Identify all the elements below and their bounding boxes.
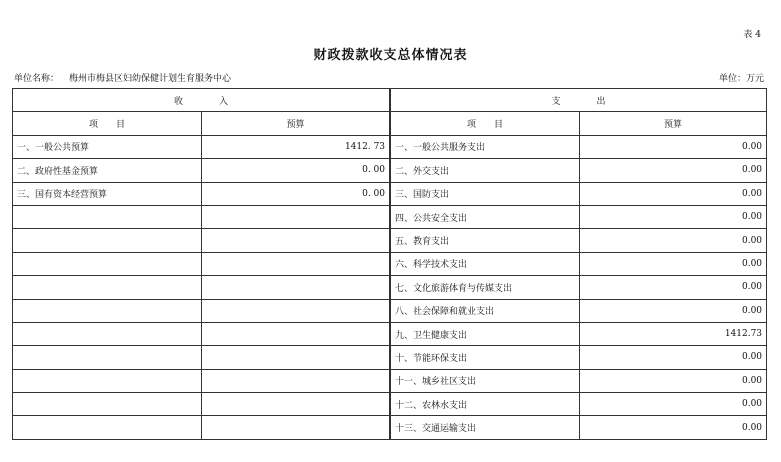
table-row [13, 159, 767, 182]
expense-budget-cell: 0.00 [580, 369, 767, 392]
income-section-header: 收 入 [13, 89, 390, 112]
income-item-cell [13, 322, 202, 345]
expense-budget-cell: 0.00 [580, 205, 767, 228]
unit-name-value: 梅州市梅县区妇幼保健计划生育服务中心 [69, 74, 232, 84]
expense-item-cell: 十一、城乡社区支出 [391, 369, 580, 392]
income-item-cell: 一、一般公共预算 [13, 135, 202, 158]
income-item-cell [13, 229, 202, 252]
table-row [13, 276, 767, 299]
expense-item-cell: 五、教育支出 [391, 229, 580, 252]
expense-item-cell: 九、卫生健康支出 [391, 322, 580, 345]
table-row [13, 182, 767, 205]
income-item-cell [13, 416, 202, 439]
table-row [13, 416, 767, 439]
income-item-header: 项 目 [13, 112, 202, 135]
expense-budget-cell: 0.00 [580, 299, 767, 322]
expense-item-cell: 六、科学技术支出 [391, 252, 580, 275]
expense-item-cell: 三、国防支出 [391, 182, 580, 205]
expense-item-cell: 二、外交支出 [391, 159, 580, 182]
table-row [13, 205, 767, 228]
table-row [13, 229, 767, 252]
expense-item-cell: 十三、交通运输支出 [391, 416, 580, 439]
income-budget-cell [202, 299, 390, 322]
expense-section-header: 支 出 [391, 89, 767, 112]
expense-item-cell: 一、一般公共服务支出 [391, 135, 580, 158]
expense-budget-cell: 0.00 [580, 229, 767, 252]
income-item-cell [13, 205, 202, 228]
income-item-cell [13, 369, 202, 392]
expense-item-cell: 四、公共安全支出 [391, 205, 580, 228]
income-budget-cell [202, 252, 390, 275]
income-budget-cell: 1412. 73 [202, 135, 390, 158]
money-unit-label: 单位：万元 [718, 74, 764, 84]
table-body [13, 89, 767, 440]
income-budget-cell: 0. 00 [202, 159, 390, 182]
income-item-cell [13, 393, 202, 416]
income-item-cell [13, 252, 202, 275]
income-budget-cell [202, 346, 390, 369]
income-item-cell [13, 346, 202, 369]
table-number: 表 4 [743, 30, 761, 40]
expense-budget-cell: 0.00 [580, 276, 767, 299]
page-title: 财政拨款收支总体情况表 [313, 48, 468, 63]
income-item-cell [13, 276, 202, 299]
income-budget-cell [202, 276, 390, 299]
table-row [13, 299, 767, 322]
table-row [13, 346, 767, 369]
expense-item-header: 项 目 [391, 112, 580, 135]
table-row [13, 322, 767, 345]
income-budget-cell [202, 416, 390, 439]
expense-item-cell: 八、社会保障和就业支出 [391, 299, 580, 322]
table-row [13, 252, 767, 275]
section-header-row [13, 89, 767, 112]
expense-budget-cell: 1412.73 [580, 322, 767, 345]
expense-budget-cell: 0.00 [580, 416, 767, 439]
expense-budget-cell: 0.00 [580, 159, 767, 182]
column-header-row [13, 112, 767, 135]
table-row [13, 393, 767, 416]
income-budget-cell [202, 205, 390, 228]
income-budget-cell [202, 229, 390, 252]
expense-budget-header: 预算 [580, 112, 767, 135]
expense-budget-cell: 0.00 [580, 393, 767, 416]
unit-name-label: 单位名称： [14, 74, 60, 84]
expense-item-cell: 十二、农林水支出 [391, 393, 580, 416]
expense-budget-cell: 0.00 [580, 182, 767, 205]
income-item-cell: 二、政府性基金预算 [13, 159, 202, 182]
expense-item-cell: 十、节能环保支出 [391, 346, 580, 369]
expense-budget-cell: 0.00 [580, 135, 767, 158]
income-budget-cell: 0. 00 [202, 182, 390, 205]
income-item-cell: 三、国有资本经营预算 [13, 182, 202, 205]
table-row [13, 369, 767, 392]
expense-budget-cell: 0.00 [580, 252, 767, 275]
income-budget-header: 预算 [202, 112, 390, 135]
income-item-cell [13, 299, 202, 322]
income-budget-cell [202, 393, 390, 416]
expense-budget-cell: 0.00 [580, 346, 767, 369]
income-budget-cell [202, 369, 390, 392]
budget-summary-table [12, 88, 767, 440]
expense-item-cell: 七、文化旅游体育与传媒支出 [391, 276, 580, 299]
table-row [13, 135, 767, 158]
income-budget-cell [202, 322, 390, 345]
